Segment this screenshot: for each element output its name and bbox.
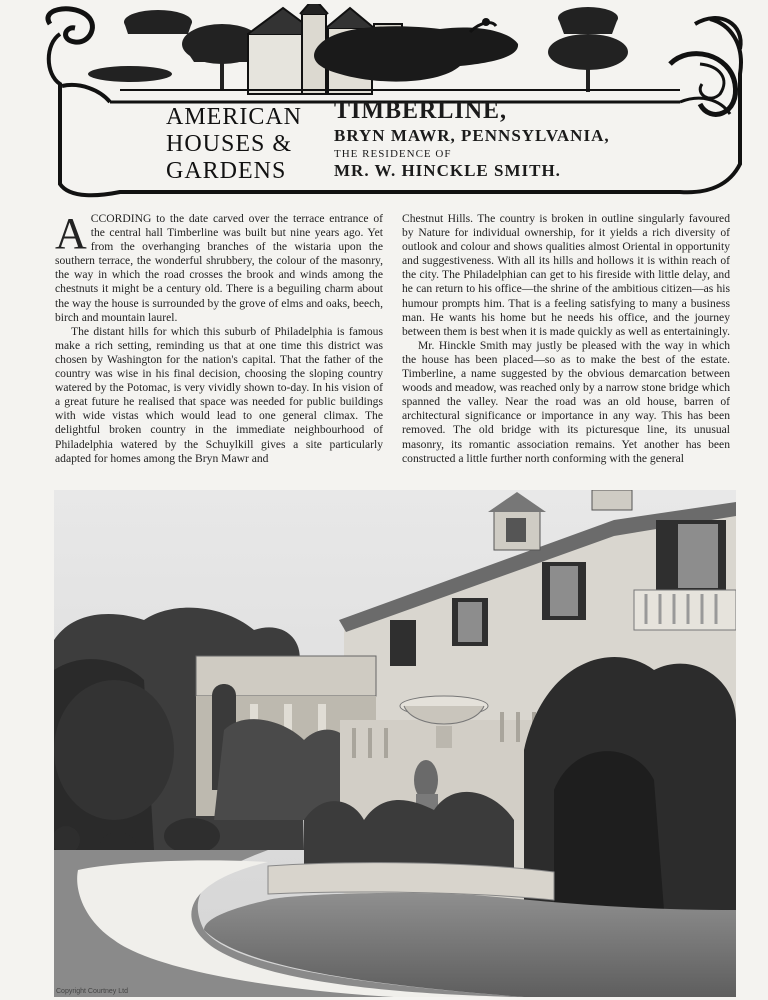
drop-cap: A [55, 209, 87, 258]
article-column-right [402, 212, 730, 466]
series-line: HOUSES & [166, 131, 293, 157]
article-place: BRYN MAWR, PENNSYLVANIA, [334, 126, 610, 145]
article-paragraph: The distant hills for which this suburb of Philadelphia is famous make a rich setting, reminding us that at one time this district was chosen by Washington for the nation's capital. That the father of the country was wise in his final decision, choosing the sloping country watered by the Potomac, is very vividly shown to-day. In his vision of a great future he realised that space was needed for public buildings with wide vistas which would lead to one general climax. The delightful broken country in the immediate neighbourhood of Philadelphia watered by the Schuylkill gives a site particularly adapted for homes among the Bryn Mawr and [55, 324, 383, 465]
paragraph-text: CCORDING to the date carved over the terrace entrance of the central hall Timberline was built but nine years ago. Yet from the overhanging branches of the wistaria upon the southern terrace, the wonderful shrubbery, the colour of the masonry, the way in which the road crosses the brook and winds among the chestnuts it might be a century old. There is a beguiling charm about the way the house is surrounded by the grove of elms and oaks, beech, birch and mountain laurel. [55, 212, 383, 324]
house-photograph [54, 490, 736, 997]
series-line: AMERICAN [166, 104, 303, 130]
article-paragraph: Mr. Hinckle Smith may justly be pleased with the way in which the house has been placed—so as to make the best of the estate. Timberline, a name suggested by the obvious demarcation between woods and meadow, was reached only by a narrow stone bridge which spanned the valley. Near the road was an old house, barren of architectural significance or importance in any way. This has been removed. The old bridge with its picturesque line, its unusual masonry, its romantic association remains. Yet another has been constructed a little further north conforming with the general [402, 338, 730, 465]
series-line: GARDENS [166, 158, 287, 184]
article-column-left [55, 209, 383, 466]
article-paragraph [55, 209, 383, 325]
article-residence-label: THE RESIDENCE OF [334, 148, 452, 160]
article-paragraph: Chestnut Hills. The country is broken in outline singularly favoured by Nature for individual ownership, for it yields a rich diversity of outlook and colour and shows qualities almost Oriental in opportunity and suggestiveness. With all its hills and hollows it is within reach of the city. The Philadelphian can get to his fireside with little delay, and he can return to his office—the shrine of the ambitious citizen—as his humour prompts him. That is a feeling satisfying to many a business man. He wants his home but he needs his office, and the journey between them is best when it is made quickly as well as entertainingly. [402, 212, 730, 338]
house-illustration [54, 490, 736, 997]
article-title: TIMBERLINE, [334, 98, 508, 124]
photo-watermark: Copyright Courtney Ltd [56, 988, 128, 995]
article-owner: MR. W. HINCKLE SMITH. [334, 161, 561, 180]
